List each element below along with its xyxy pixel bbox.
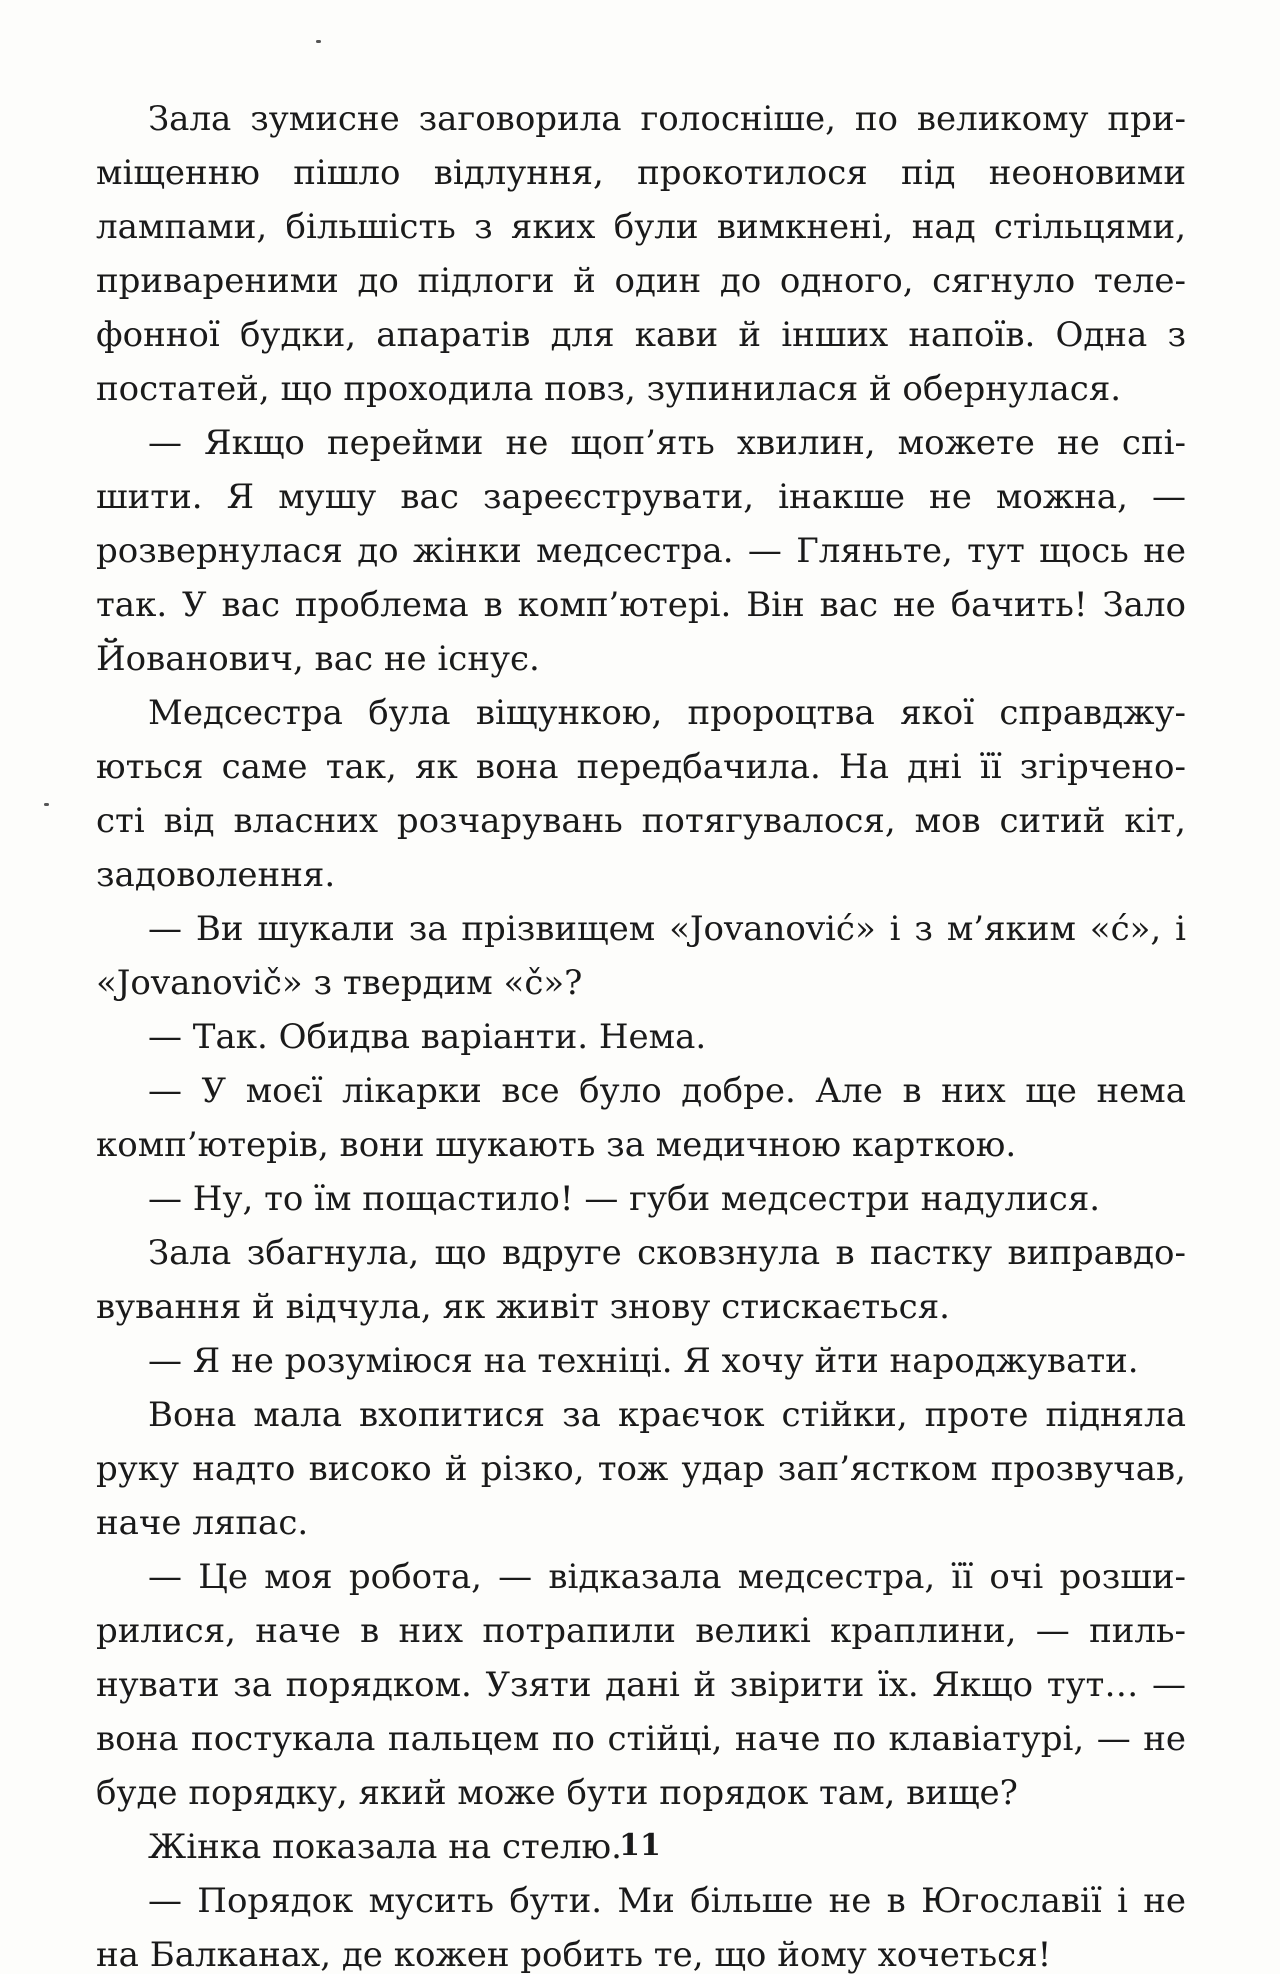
text-line: наче ляпас. — [96, 1503, 309, 1543]
text-line: шити. Я мушу вас зареєструвати, інакше не можна, — — [96, 477, 1186, 517]
print-speck-top — [316, 40, 321, 43]
text-line: Зала зумисне заговорила голосніше, по великому при- — [148, 99, 1186, 139]
page-number: 11 — [619, 1828, 661, 1863]
text-line: сті від власних розчарувань потягувалося, мов ситий кіт, — [96, 801, 1186, 841]
body-text — [96, 92, 1186, 1982]
print-speck-left — [44, 803, 49, 806]
text-line: лампами, більшість з яких були вимкнені, над стільцями, — [96, 207, 1186, 247]
text-line: — У моєї лікарки все було добре. Але в них ще нема — [148, 1071, 1186, 1111]
text-line: — Ну, то їм пощастило! — губи медсестри надулися. — [148, 1179, 1101, 1219]
text-line: на Балканах, де кожен робить те, що йому хочеться! — [96, 1935, 1052, 1975]
text-line: постатей, що проходила повз, зупинилася й обернулася. — [96, 369, 1122, 409]
text-line: міщенню пішло відлуння, прокотилося під неоновими — [96, 153, 1186, 193]
text-line: так. У вас проблема в комп’ютері. Він вас не бачить! Зало — [96, 585, 1186, 625]
text-line: рилися, наче в них потрапили великі краплини, — пиль- — [96, 1611, 1186, 1651]
text-line: — Порядок мусить бути. Ми більше не в Югославії і не — [148, 1881, 1186, 1921]
text-line: Вона мала вхопитися за краєчок стійки, проте підняла — [148, 1395, 1186, 1435]
text-line: комп’ютерів, вони шукають за медичною карткою. — [96, 1125, 1017, 1165]
text-line: «Jovanovič» з твердим «č»? — [96, 963, 583, 1003]
text-line: — Якщо перейми не щоп’ять хвилин, можете не спі- — [148, 423, 1186, 463]
text-line: — Так. Обидва варіанти. Нема. — [148, 1017, 707, 1057]
text-line: вування й відчула, як живіт знову стискається. — [96, 1287, 950, 1327]
text-line: вона постукала пальцем по стійці, наче по клавіатурі, — не — [96, 1719, 1186, 1759]
text-line: буде порядку, який може бути порядок там, вище? — [96, 1773, 1018, 1813]
text-line: розвернулася до жінки медсестра. — Гляньте, тут щось не — [96, 531, 1186, 571]
text-line: ються саме так, як вона передбачила. На дні її згірчено- — [96, 747, 1186, 787]
text-line: нувати за порядком. Узяти дані й звірити їх. Якщо тут… — — [96, 1665, 1186, 1705]
text-line: руку надто високо й різко, тож удар зап’ястком прозвучав, — [96, 1449, 1186, 1489]
text-line: Медсестра була віщункою, пророцтва якої справджу- — [148, 693, 1186, 733]
text-line: — Це моя робота, — відказала медсестра, її очі розши- — [148, 1557, 1186, 1597]
text-line: фонної будки, апаратів для кави й інших напоїв. Одна з — [96, 315, 1186, 355]
text-line: задоволення. — [96, 855, 336, 895]
text-line: привареними до підлоги й один до одного, сягнуло теле- — [96, 261, 1186, 301]
text-line: — Я не розуміюся на техніці. Я хочу йти народжувати. — [148, 1341, 1139, 1381]
text-line: — Ви шукали за прізвищем «Jovanović» і з м’яким «ć», і — [148, 909, 1186, 949]
text-line: Жінка показала на стелю. — [148, 1827, 622, 1867]
text-line: Зала збагнула, що вдруге сковзнула в пастку виправдо- — [148, 1233, 1186, 1273]
text-line: Йованович, вас не існує. — [96, 639, 540, 679]
